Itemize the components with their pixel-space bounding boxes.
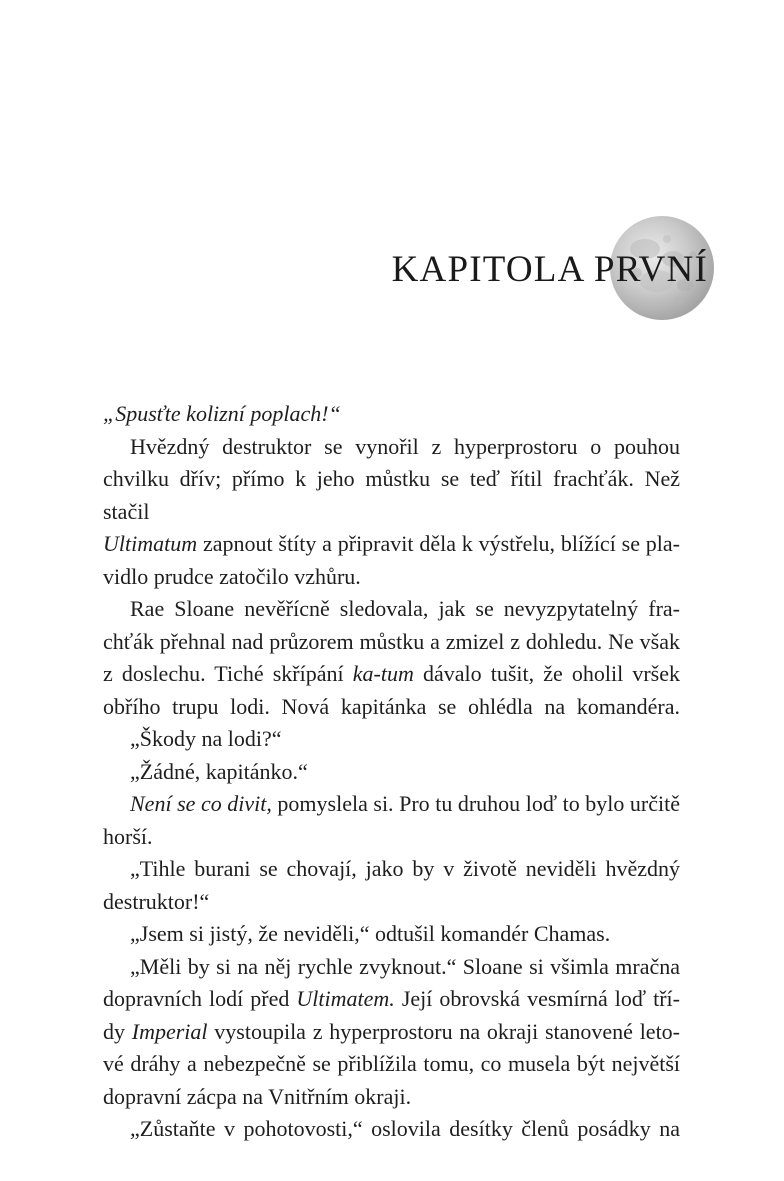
text-line: Rae Sloane nevěřícně sledovala, jak se nevyzpytatelný fra- [130, 596, 680, 621]
text-line: Není se co divit, pomyslela si. Pro tu druhou loď to bylo určitě [130, 791, 680, 816]
text-line: chvilku dřív; přímo k jeho můstku se teď řítil frachťák. Než stačil [103, 466, 680, 524]
text-line: Ultimatum zapnout štíty a připravit děla k výstřelu, blížící se pla- [103, 531, 680, 556]
text-line: „Měli by si na něj rychle zvyknout.“ Sloane si všimla mračna [130, 953, 680, 979]
text-line: vé dráhy a nebezpečně se přiblížila tomu, co musela být největší [103, 1051, 680, 1076]
text-line: Hvězdný destruktor se vynořil z hyperprostoru o pouhou [130, 433, 680, 459]
chapter-title: KAPITOLA PRVNÍ [391, 249, 708, 290]
text-line: chťák přehnal nad průzorem můstku a zmizel z dohledu. Ne však [103, 628, 680, 654]
text-line: „Tihle burani se chovají, jako by v životě neviděli hvězdný [130, 856, 680, 881]
text-line: „Zůstaňte v pohotovosti,“ oslovila desítky členů posádky na [130, 1116, 680, 1141]
text-line: „Jsem si jistý, že neviděli,“ odtušil komandér Chamas. [130, 921, 611, 946]
text-line: destruktor!“ [103, 888, 210, 914]
text-line: „Škody na lodi?“ [130, 726, 282, 751]
text-line: „Žádné, kapitánko.“ [130, 758, 308, 784]
text-line: dopravní zácpa na Vnitřním okraji. [103, 1083, 412, 1109]
text-line: z doslechu. Tiché skřípání ka-tum dávalo tušit, že oholil vršek [103, 661, 680, 686]
text-line: horší. [103, 823, 153, 849]
text-line: dopravních lodí před Ultimatem. Její obrovská vesmírná loď tří- [103, 986, 680, 1011]
chapter-body [103, 398, 680, 1146]
text-line: „Spusťte kolizní poplach!“ [103, 401, 341, 426]
text-line: vidlo prudce zatočilo vzhůru. [103, 563, 361, 589]
text-line: obřího trupu lodi. Nová kapitánka se ohlédla na komandéra. [103, 693, 680, 719]
text-line: dy Imperial vystoupila z hyperprostoru na okraji stanovené leto- [103, 1018, 681, 1044]
